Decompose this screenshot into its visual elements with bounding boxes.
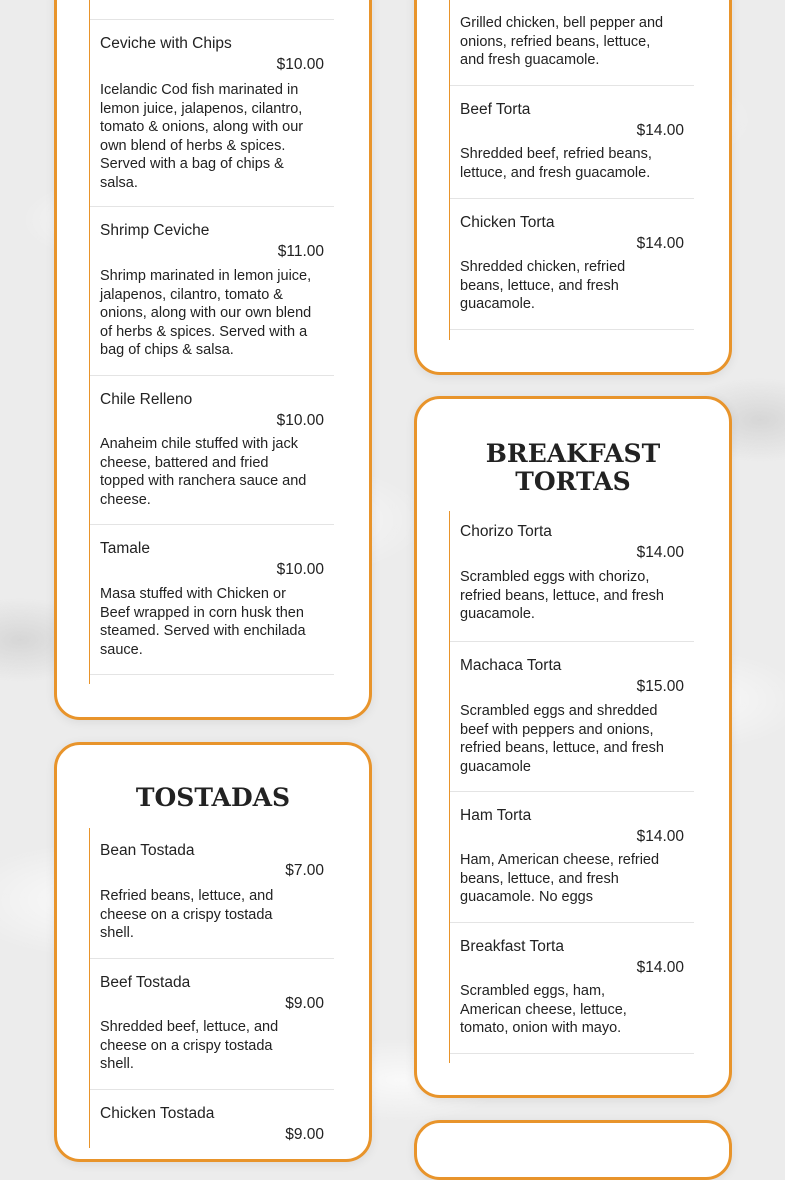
menu-item-top-stub bbox=[90, 0, 334, 20]
menu-item-name: Breakfast Torta bbox=[460, 938, 564, 955]
menu-item-name: Beef Torta bbox=[460, 101, 531, 118]
menu-item-description: Ham, American cheese, refried beans, lettuce, and fresh guacamole. No eggs bbox=[460, 852, 660, 906]
menu-item-name: Chicken Torta bbox=[460, 214, 555, 231]
menu-item-price: $15.00 bbox=[636, 678, 684, 695]
menu-item-chicken-torta bbox=[450, 199, 694, 330]
menu-card-next bbox=[414, 1120, 732, 1180]
menu-item-machaca-torta bbox=[450, 642, 694, 792]
menu-item-price: $7.00 bbox=[285, 862, 324, 879]
menu-item-breakfast-torta bbox=[450, 923, 694, 1054]
menu-item-price: $14.00 bbox=[636, 544, 684, 561]
menu-item-name: Tamale bbox=[100, 540, 150, 557]
card-title: TOSTADAS bbox=[135, 783, 291, 812]
menu-item-chicken-tostada bbox=[90, 1090, 334, 1170]
menu-card-left-top bbox=[54, 0, 372, 720]
menu-item-shrimp-ceviche bbox=[90, 207, 334, 376]
menu-item-bean-tostada bbox=[90, 828, 334, 959]
menu-item-chorizo-torta bbox=[450, 511, 694, 642]
menu-item-name: Shrimp Ceviche bbox=[100, 222, 210, 239]
menu-item-name: Chile Relleno bbox=[100, 391, 193, 408]
menu-item-tamale bbox=[90, 525, 334, 675]
menu-item-name: Machaca Torta bbox=[460, 657, 562, 674]
menu-item-chile-relleno bbox=[90, 376, 334, 525]
menu-item-list bbox=[89, 828, 334, 1148]
menu-item-price: $11.00 bbox=[277, 243, 324, 260]
menu-item-price: $14.00 bbox=[636, 235, 684, 252]
menu-item-description: Shredded chicken, refried beans, lettuce, and fresh guacamole. bbox=[460, 259, 626, 313]
menu-item-description: Icelandic Cod fish marinated in lemon juice, jalapenos, cilantro, tomato & onions, along with our own blend of herbs & spices. Served with a bag of chips & salsa. bbox=[100, 82, 304, 191]
menu-item-name: Chorizo Torta bbox=[460, 523, 552, 540]
menu-item-name: Ceviche with Chips bbox=[100, 35, 232, 52]
menu-card-right-top bbox=[414, 0, 732, 375]
menu-item-price: $10.00 bbox=[276, 412, 324, 429]
menu-item-ceviche-with-chips bbox=[90, 20, 334, 207]
menu-item-list bbox=[449, 511, 694, 1063]
menu-item-description: Shredded beef, refried beans, lettuce, and fresh guacamole. bbox=[460, 146, 652, 181]
menu-item-ham-torta bbox=[450, 792, 694, 923]
menu-item-price: $14.00 bbox=[636, 828, 684, 845]
menu-item-price: $14.00 bbox=[636, 122, 684, 139]
card-title-line-1: BREAKFAST bbox=[485, 439, 661, 468]
menu-item-price: $10.00 bbox=[276, 56, 324, 73]
menu-item-name: Ham Torta bbox=[460, 807, 532, 824]
card-title-line-2: TORTAS bbox=[515, 467, 631, 496]
menu-item-name: Bean Tostada bbox=[100, 842, 195, 859]
menu-item-name: Chicken Tostada bbox=[100, 1105, 215, 1122]
menu-item-price: $10.00 bbox=[276, 561, 324, 578]
menu-item-description: Masa stuffed with Chicken or Beef wrapped in corn husk then steamed. Served with enchilada sauce. bbox=[100, 586, 306, 658]
menu-item-beef-torta bbox=[450, 86, 694, 199]
menu-item-beef-tostada bbox=[90, 959, 334, 1090]
menu-item-name: Beef Tostada bbox=[100, 974, 191, 991]
menu-item-description: Grilled chicken, bell pepper and onions, refried beans, lettuce, and fresh guacamole. bbox=[460, 15, 664, 69]
menu-item-description: Scrambled eggs, ham, American cheese, lettuce, tomato, onion with mayo. bbox=[460, 983, 627, 1037]
menu-item-description: Anaheim chile stuffed with jack cheese, battered and fried topped with ranchera sauce and cheese. bbox=[100, 436, 307, 508]
menu-item-description: Shredded beef, lettuce, and cheese on a crispy tostada shell. bbox=[100, 1019, 279, 1073]
menu-item-description: Scrambled eggs with chorizo, refried beans, lettuce, and fresh guacamole. bbox=[460, 569, 664, 623]
menu-item-chicken-fajita-torta bbox=[450, 0, 694, 86]
menu-item-list bbox=[89, 0, 334, 684]
menu-item-price: $14.00 bbox=[636, 959, 684, 976]
menu-item-price: $9.00 bbox=[285, 995, 324, 1012]
menu-card-tostadas bbox=[54, 742, 372, 1162]
menu-item-description: Refried beans, lettuce, and cheese on a crispy tostada shell. bbox=[100, 888, 274, 942]
menu-card-breakfast-tortas bbox=[414, 396, 732, 1098]
menu-item-description: Shrimp marinated in lemon juice, jalapenos, cilantro, tomato & onions, along with our own blend of herbs & spices. Served with a bag of chips & salsa. bbox=[100, 268, 312, 359]
menu-item-list bbox=[449, 0, 694, 340]
menu-item-description: Scrambled eggs and shredded beef with peppers and onions, refried beans, lettuce, and fresh guacamole bbox=[460, 703, 664, 775]
menu-item-price: $9.00 bbox=[285, 1126, 324, 1143]
